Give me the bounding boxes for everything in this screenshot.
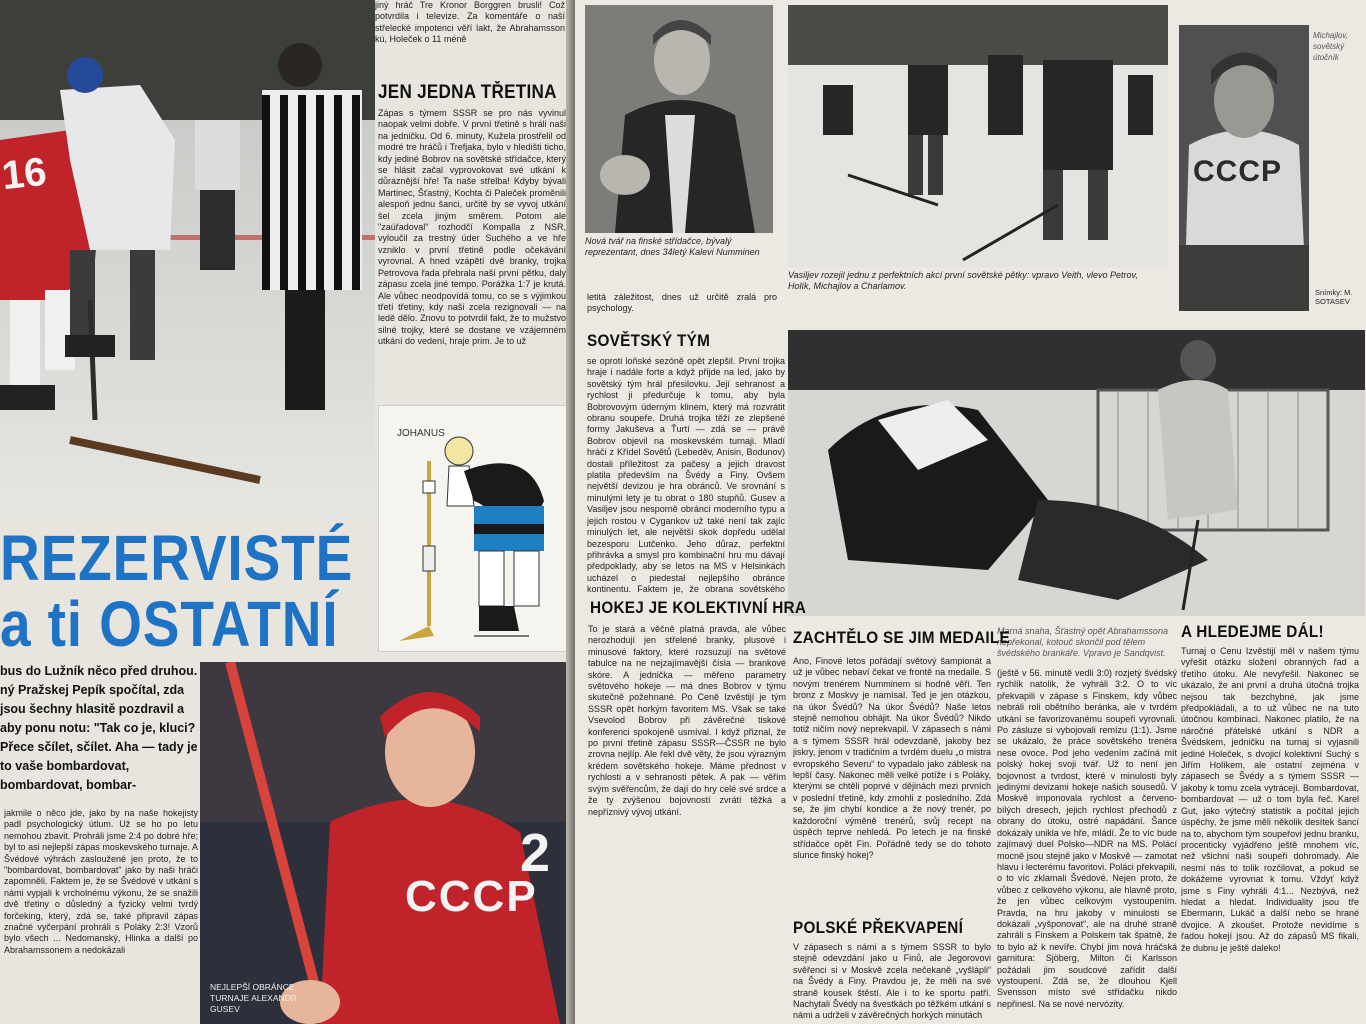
left-page [0,0,575,1024]
michajlov-side-caption: Michajlov, sovětský útočník [1313,31,1348,62]
article-lead: bus do Lužník něco před druhou. ný Pražskej Pepík spočítal, zda jsou šechny hlasitě pozdravil a aby ponu notu: "Tak co je, kluci? Přece sčílet, sčílet. Aha — tady je to vaše bombardovat, bombardovat, bombar- [0,664,198,792]
faceoff-photo [0,0,375,520]
middle-column-top-text: jiný hráč Tre Kronor Borggren brusli! Což potvrdila i televize. Za komentáře o naší střelecké impotenci věří lakt, že Abrahamsson kú, Holeček o 11 méně [375,0,565,45]
jersey-number-2: 2 [520,823,551,883]
article-title-line1: REZERVISTÉ [0,522,354,594]
heading-hokej-kolektivni-visible: HOKEJ JE KOLEKTIVNÍ HRA [590,598,807,617]
soviet-action-illustration [788,5,1168,267]
numminen-illustration [585,5,773,233]
heading-jen-jedna-tretina: JEN JEDNA TŘETINA [378,82,557,103]
col2-text: Ano, Finové letos pořádají světový šampionát a už je vůbec nebaví čekat ve frontě na medaile. S novým trenérem Numminem si hodně věří. Ten bronz z Moskvy je namísal. Ted je jen otázkou, na úkor Švédů? Na úkor Švédů? Naše letos stejně nemohou obhájit. Na úkor Švédů? Nikdo totiž ničím nový neprekvapil. V zápasech s námi a s týmem SSSR hrál odevzdaně, jakoby bez jiskry, jenom v tradičním a tvrdém duelu „o mistra evropského Severu“ to vypadalo jako záblesk na lepší časy. Nakonec měli velké potíže i s Poláky, kterými se chtěli poprvé v dějinách mezi prvních v poslední třetině, kdy zmohli z posledního. Zdá se, že jim chybí kondice a že nový trenér, po každoroční výměně trenérů, svůj recept na úspěch teprve nehledá. Po letech je na finské střídačce opět Fin. Pořádně tedy se do tohoto slunce finský hokej? [793,656,991,860]
johanus-cartoon [378,405,568,652]
col3-text: (ještě v 56. minutě vedli 3:0) rozjetý švédský rychlík natolik, že vyhráli 3:2. O to víc překvapili v zápase s Finskem, kdy vůbec nebráli roli obětního beránka, ale v tvrdém utkání se favorizovanému soupeři vyrovnali. Po zásluze si vybojovali remízu (1:1). Jsme se ukázalo, že práce sovětského trenéra nese ovoce. Pod jeho vedením začíná mít polský hokej svoji tvář. Už to není jen bojovnost a tvrdost, které v minulosti byly jedinými devizami hokeje našich sousedů. V Moskvě imponovala rychlost a červeno-bílých dresech, jejich rychlost přechodů z obrany do útoku, ostré napádání. Šance dokázaly unikla ve hře, mládí. Že to víc bude zajímavý duel Polsko—NDR na MS. Polácí mocně jsou stejně jako v Moskvě — zamotat hlavu i lecterému favoritovi. Poláci překvapili, o to víc zklamali Švédové. Nejen proto, že vůbec z celkového výkonu, ale hlavně proto, že jen vůbec celkovým vystoupením. Pravda, na hru jakoby v minulosti se dokázali „vyšponovat“, ale na druhé straně zahráli s Finskem a Polskem tak špatně, že to bylo až k nevíře. Chybí jim nová hráčská garnitura: Sjöberg, Milton či Karlsson požádali jim soudcové zařídit další vystoupení. Zdá se, že dlouhou Kjell Svensson místo své střídačku nikdo nepřinesl. Na se nové nervózity. [997,668,1177,1009]
left-body-text: jakmile o něco jde, jako by na naše hokejisty padl psychologický útlum. Už se ho po letu nemohou zbavit. Prohráli jsme 2:4 po dobré hře; byl to asi nejlepší zápas moskevského turnaje. A Švédové výhrách zasloužené jen proto, že to "bombardovat, bombardovat" jako by naši hráči zapomněli. Faktem je, že se Švédové v utkání s námi vypjali k vrcholnému výkonu, že se snažili dvě třetiny o důsledný a fyzicky velmi tvrdý forčeking, který, zdá se, také připravil zápas značné vyčerpání prohráli s Poláky 2:3! Vzorů bylo všech ... Nedomanský, Hlinka a další po Abrahamssonem a nedokázali [4,808,198,955]
col4-text: Turnaj o Cenu Izvěstijí měl v našem týmu vyřešit otázku složení obranných řad a třetího útoku. Ale nevyřešil. Nakonec se ukázalo, že ani první a druhá útočná trojka nejsou tak bezchybné, jak jsme předpokládali, a to už vůbec ne na tuto útočnou kombinaci. Nakonec platilo, že na náročné přátelské utkání s NDR a Švédskem, jedničku na turnaj si vyjasnili jediné Holeček, s dvojicí kolektivní Suchý s Jiřím Holíkem, ale ostatní zejména v zápasech se Švédy a s týmem SSSR — jakoby k tomu zcela vytrácejí. Bombardovat, bombardovat — už o tom byla řeč. Karel Gut, jako výtečný statistik a počítal jejich úspěchy, že jsme měli několik desítek šancí na to, abychom tým soupeřovi jednu branku, procenticky vyjádřeno ještě mnohem víc, než všichni naši soupeři dohromady. Ale nesmí nás to tolik rozčilovat, a pokud se dokážeme vyrovnat k tomu. Vždyť když jsme s Finy vyhráli 4:1... Nezbývá, než hledat a hledat. Individuality jsou tře Ebermann, Lukáč a další nebo se hrané dvojice. A zkoušet. Protože nevidíme s řadou hokejí jsou. Až do zápasů MS fikali, že dubnu je ještě daleko! [1181,646,1359,953]
gusev-portrait [200,662,570,1024]
soviet-action-photo [788,5,1168,267]
goalie-caption: Marná snaha, Šťastný opět Abrahamssona nepřekonal, kotouč skončil pod tělem švédského brankáře. Vpravo je Sandqvist. [997,626,1168,658]
col1-text: se oproti loňské sezóně opět zlepšil. První trojka hraje i nadále forte a když přijde na led, jako by sovětský tým hrál přesilovku. Její sehranost a rychlost ji předurčuje k tomu, aby byla Bobrovovým úderným klinem, který má rozvrátit obranu soupeře. Druhá trojka těží ze zlepšené formy Jakuševa a Ťurtí — zdá se — právě Bobrov objevil na moskevském turnaji. Mladí hráči z Křídel Sovětů (Lebeděv, Anisin, Bodunov) dostali příležitost za pačesy a jejich dravost platila především na Švédy a Finy. Ovšem největší devizou je hra obránců. Ve srovnání s minulými lety je tu obrat o 180 stupňů. Gusev a Vasiljev jsou nesporně obránci moderního typu a jejich rostou v Cygankov už také není tak zajíc minulých let, ale největší skok dopředu udělal bezesporu Lutčenko. Jeho důraz, perfektní přihrávka a smysl pro kombinační hru mu dávají předpoklady, aby se letos na MS v Helsinkách ucházel o piedestal nejlepšího obránce kontinentu. Faktem je, že obrana sovětského [587,356,785,594]
heading-polske-prekvapeni: POLSKÉ PŘEKVAPENÍ [793,918,964,937]
gusev-photo [200,662,570,1024]
heading-a-hledejme-dal: A HLEDEJME DÁL! [1181,622,1324,641]
jersey-number-16: 16 [0,149,49,199]
michajlov-photo [1179,25,1309,311]
johanus-label: JOHANUS [397,428,445,439]
soviet-action-caption: Vasiljev rozejil jednu z perfektních akcí první sovětské pětky: vpravo Veith, vlevo Petrov, Holík, Michajlov a Charlamov. [788,270,1138,291]
gusev-caption: NEJLEPŠÍ OBRÁNCE TURNAJE ALEXANDR GUSEV [210,982,297,1014]
col1-text2-visible: To je stará a věčně platná pravda, ale vůbec nerozhodují jen střelené branky, plusové i minusové faktory, které rozsuzují na světové tabulce na ne nejzajímavější čísla — brankové skóre. A jednička — měřeno parametry světového hokeje — má dnes Bobrov v týmu skutečně požehnané. Po Ceně Izvěstijí je tým SSSR opět horkým favoritem MS. Však se také Vsevolod Bobrov při závěrečné tiskové konferenci spokojeně usmíval. I když přiznal, že po první třetině zápasu SSSR—ČSSR ne bylo zrovna nejlíp. Ale řekl dvě věty, že jsou výrazným krédem sovětského hokeje. Máme přednost v rychlosti a v sehranosti pětek. A pak — věřím svým svěřencům, že dají do hry celé své srdce a že ty zvýšenou bojovností zvrátí těžká a nepříznivý vývoj utkání. [588,624,786,1020]
faceoff-illustration [0,0,375,520]
jersey-letters: CCCP [405,872,538,921]
heading-zachtelo-se: ZACHTĚLO SE JIM MEDAILE [793,628,1011,647]
goalie-photo [788,330,1365,616]
photo-credit: Snímky: M. SOTASEV [1315,288,1353,306]
goalie-illustration [788,330,1365,616]
middle-column-text: Zápas s týmem SSSR se pro nás vyvinul naopak velmi dobře. V první třetině s hráli naši na jedničku. Od 6. minuty, Kužela prostřelil od modré tre hráčů i Trefjaka, bylo v hledišti ticho, kdy jediné Bobrov na sovětské střídačce, který se hlásit začal vyprovokovat své utkání k důraznější hře! Ta naše střelba! Kdyby bývali Martinec, Šťastný, Kochta či Paleček proměnili alespoň jednu šanci, určitě by se vyvoj utkání šel zcela jiným směrem. Potom ale "zaúřadoval" rozhodčí Kompalla z NSR, vyloučil za trestný úder Suchého a ve hře vzniklo v první třetině podle očekávání vyrovnal. A hned vzápětí dvě branky, trojka Petrovova řada přebrala naší první pětku, daly zápasu zcela jiné tempo. Porážka 1:7 je krutá. Ale vůbec neodpovídá tomu, co se s výjimkou třetí třetiny, kdy naši zcela rezignovali — na ledě dělo. Znovu to potvrdil fakt, že to mužstvo silné trojky, které se dostane ve vzájemném utkání do vedení, hraje prim. Je to už [378,108,566,347]
col1-top-text: letitá záležitost, dnes už určitě zralá pro psychology. [587,292,777,314]
numminen-caption: Nová tvář na finské střídačce, bývalý reprezentant, dnes 34letý Kalevi Numminen [585,236,760,257]
article-title-line2: a ti OSTATNÍ [0,588,339,660]
numminen-photo [585,5,773,233]
col2-text2: V zápasech s námi a s týmem SSSR to bylo stejně odevzdání jako u Finů, ale Jegorovovi svěřenci si v Moskvě zcela nečekaně „vyšlápli“ na Švédy a Finy. Pravdou je, že měli na své straně kousek štěstí. Ale i to ke sportu patří. Nachytali Švédy na švestkách po těžkém utkání s námi a udrželi v závěrečných horkých minutách [793,942,991,1021]
heading-sovetsky-tym: SOVĚTSKÝ TÝM [587,331,711,350]
johanus-figure [379,406,567,651]
jersey-letters-right: CCCP [1193,155,1283,188]
